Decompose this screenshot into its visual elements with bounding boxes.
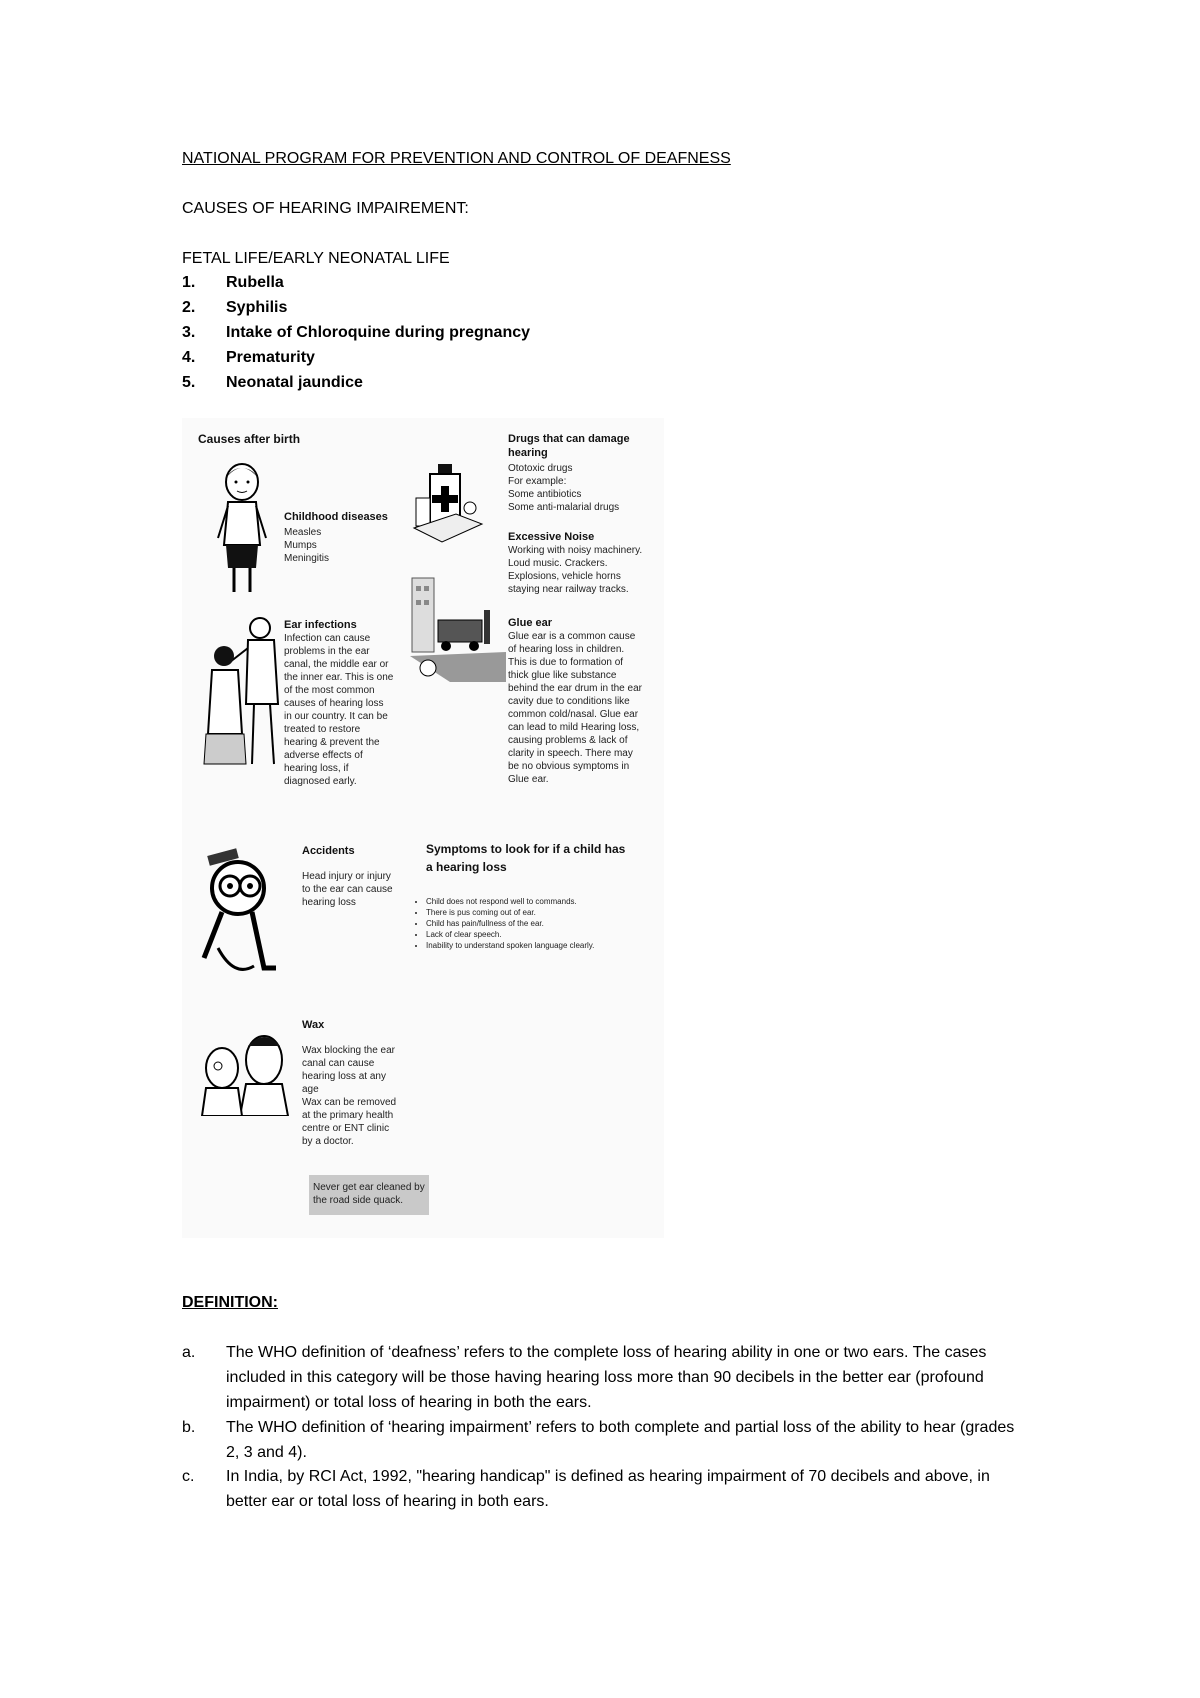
definition-item-b [182,1415,1042,1465]
doctor-patient-illustration [200,614,286,774]
childhood-text: Measles Mumps Meningitis [284,527,330,564]
figure-heading: Causes after birth [198,432,301,446]
glue-text: Glue ear is a common cause of hearing loss in children. This is due to formation of thick glue like substance behind the ear drum in the ear cavity due to conditions like common cold/nasal. Glue ear can lead to mild Hearing loss, causing problems & lack of clarity in speech. There may be no obvious symptoms in Glue ear. [508,631,642,785]
definition-item-a [182,1340,1042,1416]
symptoms-title: Symptoms to look for if a child has a hearing loss [426,842,626,874]
accidents-title: Accidents [302,845,355,857]
definition-text: The WHO definition of ‘hearing impairment’ refers to both complete and partial loss of the ability to hear (grades 2, 3 and 4). [226,1419,1015,1461]
noise-text: Working with noisy machinery. Loud music. Crackers. Explosions, vehicle horns staying near railway tracks. [508,545,643,595]
fetal-heading: FETAL LIFE/EARLY NEONATAL LIFE [182,250,450,267]
list-number: 1. [182,274,196,291]
wax-title: Wax [302,1019,325,1031]
glue-title: Glue ear [508,617,553,629]
medicine-illustration [412,458,484,543]
traffic-noise-illustration [410,576,506,682]
list-item: Syphilis [226,299,288,316]
list-number: 3. [182,324,196,341]
list-item: Intake of Chloroquine during pregnancy [226,324,531,341]
causes-heading: CAUSES OF HEARING IMPAIREMENT: [182,200,469,217]
symptom-item: • Inability to understand spoken language clearly. [426,940,666,951]
childhood-title: Childhood diseases [284,511,388,523]
symptom-item: • Child does not respond well to commands. [426,896,666,907]
drugs-text: Ototoxic drugs For example: Some antibiotics Some anti-malarial drugs [508,463,620,513]
list-number: 5. [182,374,196,391]
causes-after-birth-figure [182,418,664,1238]
document-title: NATIONAL PROGRAM FOR PREVENTION AND CONTROL OF DEAFNESS [182,150,731,167]
symptoms-list [412,896,666,951]
symptom-item: • Child has pain/fullness of the ear. [426,918,666,929]
ear-infections-text: Infection can cause problems in the ear canal, the middle ear or the inner ear. This is one of the most common causes of hearing loss in our country. It can be treated to restore hearing & prevent the adverse effects of hearing loss, if diagnosed early. [284,633,394,787]
symptom-item: • There is pus coming out of ear. [426,907,666,918]
definition-label: a. [182,1344,196,1361]
wax-text: Wax blocking the ear canal can cause hearing loss at any age Wax can be removed at the primary health centre or ENT clinic by a doctor. [302,1045,397,1147]
definition-heading: DEFINITION: [182,1294,278,1311]
wax-illustration [200,1024,290,1116]
definition-label: c. [182,1468,195,1485]
accident-illustration [194,838,284,988]
list-item: Rubella [226,274,284,291]
definition-label: b. [182,1419,196,1436]
list-number: 2. [182,299,196,316]
definition-item-c [182,1464,1042,1514]
symptom-item: • Lack of clear speech. [426,929,666,940]
definition-text: The WHO definition of ‘deafness’ refers to the complete loss of hearing ability in one or two ears. The cases included in this category will be those having hearing loss more than 90 decibels in the better ear (profound impairment) or total loss of hearing in both the ears. [226,1344,987,1411]
ear-infections-title: Ear infections [284,619,357,631]
drugs-title: Drugs that can damage hearing [508,433,630,459]
warning-box: Never get ear cleaned by the road side quack. [309,1175,429,1215]
definition-text: In India, by RCI Act, 1992, "hearing handicap" is defined as hearing impairment of 70 decibels and above, in better ear or total loss of hearing in both ears. [226,1468,990,1510]
list-number: 4. [182,349,196,366]
noise-title: Excessive Noise [508,531,595,543]
list-item: Prematurity [226,349,315,366]
child-illustration [212,460,272,600]
accidents-text: Head injury or injury to the ear can cause hearing loss [302,871,393,908]
list-item: Neonatal jaundice [226,374,363,391]
